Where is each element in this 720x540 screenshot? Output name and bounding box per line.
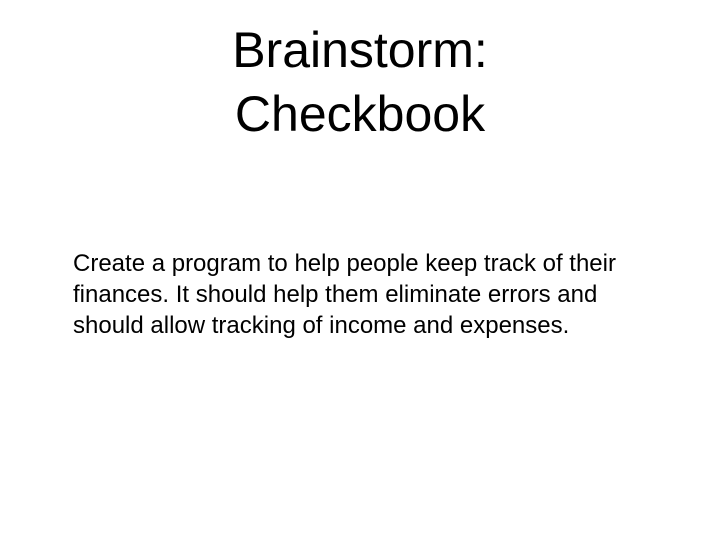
slide-title xyxy=(140,18,580,146)
slide-body-text: Create a program to help people keep track of their finances. It should help them eliminate errors and should allow tracking of income and expenses. xyxy=(73,250,616,339)
slide-title-line-1: Brainstorm: xyxy=(232,22,488,78)
slide-title-line-2: Checkbook xyxy=(234,86,486,142)
